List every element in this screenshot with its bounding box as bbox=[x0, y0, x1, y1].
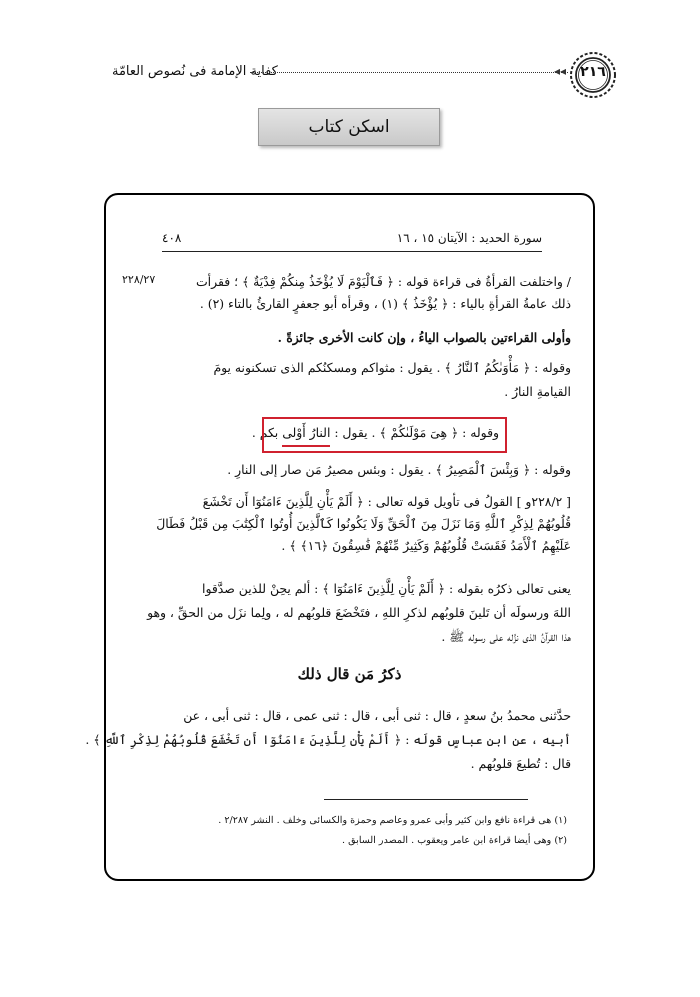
text-line: حدَّثنى محمدُ بنُ سعدٍ ، قال : ثنى أبى ، قال : ثنى عمى ، قال : ثنى أبى ، عن bbox=[183, 708, 571, 723]
header-title: كفاية الإمامة فى نُصوص العامّة bbox=[112, 64, 278, 79]
red-highlight-box bbox=[262, 417, 507, 453]
header-page-number: ٢١٦ bbox=[580, 64, 606, 80]
scan-page-number: ٤٠٨ bbox=[162, 231, 182, 245]
text-line: قُلُوبُهُمْ لِذِكْرِ ٱللَّهِ وَمَا نَزَلَ مِنَ ٱلْحَقِّ وَلَا يَكُونُوا كَٱلَّذِينَ أُوتُوا ٱلْكِتَٰبَ مِن قَبْلُ فَطَالَ bbox=[156, 516, 571, 531]
text-line: هذا القرآنُ الذى نزَّله على رسوله ﷺ . bbox=[441, 629, 571, 644]
text-line: وقوله : ﴿ مَأْوَىٰكُمُ ٱلنَّارُ ﴾ . يقول : مثواكم ومسكنُكم الذى تسكنونه يومَ bbox=[213, 360, 571, 375]
text-line: ذلك عامةُ القرأةِ بالياء : ﴿ يُؤْخَذُ ﴾ (١) ، وقرأه أبو جعفرٍ القارئُ بالتاء (٢) . bbox=[199, 296, 571, 311]
running-head bbox=[162, 229, 542, 252]
footnote: (١) هى قراءة نافع وابن كثير وأبى عمرو وعاصم وحمزة والكسائى وخلف . النشر ٢/٢٨٧ . bbox=[218, 815, 567, 826]
text-line: [ ٢٢٨/٢و ] القولُ فى تأويل قوله تعالى : ﴿ أَلَمْ يَأْنِ لِلَّذِينَ ءَامَنُوٓا أَن تَخْشَعَ bbox=[202, 494, 571, 509]
text-line: وأولى القراءتين بالصواب الياءُ ، وإن كانت الأخرى جائزةً . bbox=[277, 330, 571, 345]
scanned-page-frame bbox=[85, 193, 595, 881]
header-dotted-rule bbox=[250, 72, 568, 73]
header-arrow-icon: ◂◂ bbox=[554, 64, 567, 78]
text-line: أبيه ، عن ابن عباسٍ قولَه : ﴿ أَلَمْ يَأْنِ لِلَّذِينَ ءَامَنُوٓا أَن تَخْشَعَ قُلُوبُهُمْ لِذِكْرِ ٱللَّهِ ﴾ . bbox=[85, 732, 571, 747]
page-header bbox=[0, 50, 700, 100]
text-line: يعنى تعالى ذكرُه بقوله : ﴿ أَلَمْ يَأْنِ لِلَّذِينَ ءَامَنُوٓا ﴾ : ألم يحِنْ للذين صدَّقوا bbox=[202, 581, 571, 596]
text-line: القيامةِ النارُ . bbox=[504, 384, 571, 399]
text-line: قال : تُطيعَ قلوبُهم . bbox=[470, 756, 571, 771]
footnote: (٢) وهى أيضا قراءة ابن عامر ويعقوب . المصدر السابق . bbox=[342, 835, 567, 846]
margin-reference: ٢٢٨/٢٧ bbox=[122, 273, 156, 286]
section-heading: ذكرُ مَن قال ذلك bbox=[297, 665, 402, 683]
red-underline bbox=[282, 445, 330, 447]
text-line: اللهَ ورسولَه أن تَلينَ قلوبُهم لذكرِ اللهِ ، فتَخْضَعَ قلوبُهم له ، ولِما نزَل من الحقِّ ، وهو bbox=[147, 605, 571, 620]
footnote-rule bbox=[324, 799, 528, 800]
scan-running-title: سورة الحديد : الآيتان ١٥ ، ١٦ bbox=[396, 231, 542, 245]
text-line: / واختلفت القرأةُ فى قراءة قوله : ﴿ فَٱلْيَوْمَ لَا يُؤْخَذُ مِنكُمْ فِدْيَةٌ ﴾ ؛ فقرأت bbox=[196, 274, 571, 289]
page-number-medallion bbox=[568, 50, 618, 100]
scanned-page bbox=[85, 195, 593, 879]
highlighted-text-line: وقوله : ﴿ هِىَ مَوْلَىٰكُمْ ﴾ . يقول : النارُ أَوْلى بكم . bbox=[251, 425, 499, 440]
text-line: عَلَيْهِمُ ٱلْأَمَدُ فَقَسَتْ قُلُوبُهُمْ وَكَثِيرٌ مِّنْهُمْ فَٰسِقُونَ ﴿١٦﴾ ﴾ . bbox=[281, 538, 571, 553]
banner-label: اسكن كتاب bbox=[308, 117, 390, 137]
text-line: وقوله : ﴿ وَبِئْسَ ٱلْمَصِيرُ ﴾ . يقول : وبئس مصيرُ مَن صار إلى النارِ . bbox=[227, 462, 571, 477]
scan-book-banner bbox=[258, 108, 440, 146]
